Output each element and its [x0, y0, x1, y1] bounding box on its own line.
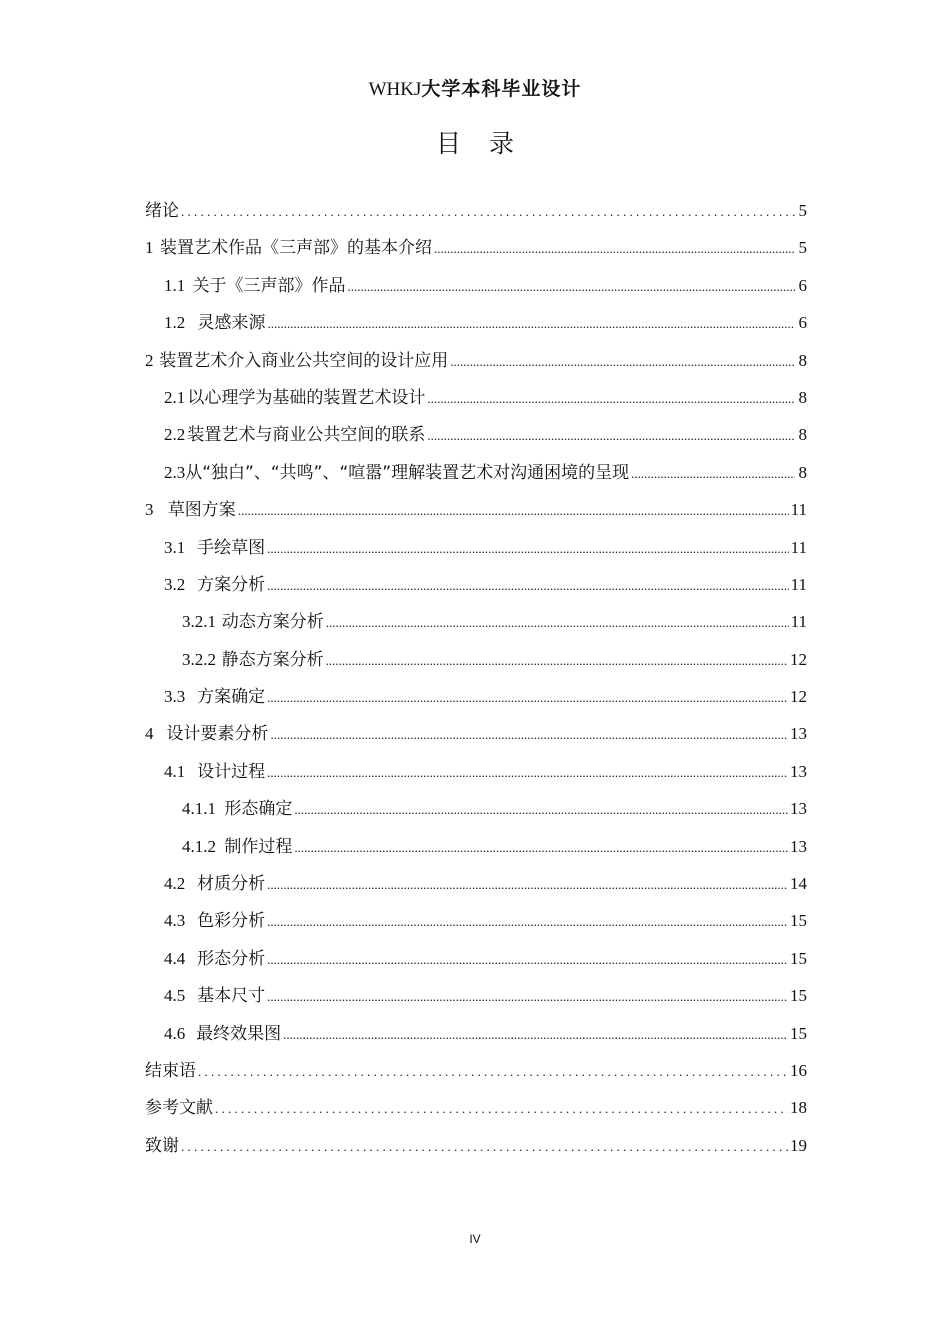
toc-entry-number: 4.1: [164, 761, 186, 781]
page-title: 目录: [435, 129, 542, 158]
toc-entry-number: 4.1.1: [182, 799, 216, 819]
toc-entry-page: 19: [790, 1135, 807, 1155]
toc-entry-number: 1: [145, 238, 154, 258]
toc-entry-page: 8: [798, 462, 807, 482]
toc-entry-title: 形态分析: [197, 948, 266, 969]
toc-entry-title: 方案确定: [197, 687, 266, 708]
toc-dot-leader: [198, 1064, 788, 1080]
toc-entry-page: 16: [790, 1060, 807, 1080]
toc-entry-title: 装置艺术介入商业公共空间的设计应用: [159, 350, 449, 371]
toc-dot-leader: [631, 466, 795, 482]
toc-entry-number: 2.3: [164, 462, 186, 482]
toc-entry[interactable]: [145, 906, 807, 943]
toc-entry-title: 方案分析: [197, 574, 266, 595]
toc-entry[interactable]: [145, 458, 807, 495]
toc-entry-title: 关于《三声部》作品: [192, 275, 346, 296]
toc-dot-leader: [267, 765, 788, 781]
toc-entry-title: 动态方案分析: [221, 612, 324, 633]
toc-dot-leader: [267, 690, 788, 706]
toc-entry[interactable]: [145, 1056, 807, 1093]
toc-entry-page: 8: [798, 387, 807, 407]
toc-dot-leader: [294, 802, 788, 818]
header-text: 大学本科毕业设计: [421, 78, 582, 100]
toc-entry-page: 13: [790, 761, 807, 781]
toc-entry[interactable]: [145, 944, 807, 981]
toc-dot-leader: [181, 1139, 788, 1155]
toc-entry[interactable]: [145, 1019, 807, 1056]
toc-entry-number: 4.5: [164, 986, 186, 1006]
toc-dot-leader: [267, 952, 788, 968]
toc-entry-number: 4.1.2: [182, 836, 216, 856]
toc-entry[interactable]: [145, 645, 807, 682]
toc-entry[interactable]: [145, 570, 807, 607]
toc-dot-leader: [270, 727, 788, 743]
toc-entry[interactable]: [145, 981, 807, 1018]
toc-entry[interactable]: [145, 346, 807, 383]
toc-dot-leader: [267, 914, 788, 930]
toc-entry-page: 12: [790, 649, 807, 669]
toc-entry-number: 4.3: [164, 911, 186, 931]
toc-entry-page: 15: [790, 986, 807, 1006]
toc-entry-page: 8: [798, 425, 807, 445]
toc-dot-leader: [267, 877, 788, 893]
toc-entry[interactable]: [145, 682, 807, 719]
toc-entry[interactable]: [145, 196, 807, 233]
toc-entry[interactable]: [145, 420, 807, 457]
toc-entry-page: 11: [790, 500, 807, 520]
toc-entry-page: 11: [790, 537, 807, 557]
toc-entry-number: 3.2.1: [182, 612, 216, 632]
toc-entry-title: 绪论: [145, 201, 179, 221]
toc-entry-title: 结束语: [145, 1060, 196, 1081]
toc-entry-page: 15: [790, 911, 807, 931]
toc-entry-title: 静态方案分析: [221, 649, 324, 670]
toc-entry[interactable]: [145, 719, 807, 756]
toc-entry-number: 3.2: [164, 574, 186, 594]
toc-entry-title: 致谢: [145, 1135, 179, 1156]
toc-dot-leader: [326, 615, 789, 631]
toc-entry-page: 18: [790, 1098, 807, 1118]
toc-entry-page: 11: [790, 574, 807, 594]
toc-entry-title: 手绘草图: [197, 537, 266, 558]
toc-entry-number: 2.1: [164, 387, 186, 407]
toc-entry-number: 3.2.2: [182, 649, 216, 669]
toc-entry-number: 4.2: [164, 874, 186, 894]
toc-dot-leader: [268, 316, 795, 332]
toc-entry-page: 6: [798, 313, 807, 333]
toc-entry-title: 草图方案: [167, 500, 236, 521]
toc-entry-page: 15: [790, 1023, 807, 1043]
toc-dot-leader: [181, 204, 795, 220]
header-latin: WHKJ: [368, 79, 422, 100]
toc-dot-leader: [347, 279, 795, 295]
toc-entry[interactable]: [145, 869, 807, 906]
toc-entry[interactable]: [145, 757, 807, 794]
toc-dot-leader: [267, 578, 788, 594]
toc-dot-leader: [294, 840, 788, 856]
toc-entry-title: 参考文献: [145, 1098, 213, 1119]
toc-entry[interactable]: [145, 832, 807, 869]
toc-dot-leader: [267, 989, 788, 1005]
toc-dot-leader: [267, 541, 788, 557]
toc-entry-title: 色彩分析: [197, 911, 266, 932]
toc-entry-title: 以心理学为基础的装置艺术设计: [187, 387, 426, 408]
toc-entry[interactable]: [145, 607, 807, 644]
toc-entry[interactable]: [145, 1093, 807, 1130]
toc-entry[interactable]: [145, 495, 807, 532]
toc-entry-title: 材质分析: [197, 874, 266, 895]
toc-entry-page: 13: [790, 724, 807, 744]
toc-entry-number: 4.4: [164, 948, 186, 968]
toc-entry[interactable]: [145, 794, 807, 831]
toc-entry-title: 装置艺术与商业公共空间的联系: [187, 425, 426, 446]
toc-entry-title: 灵感来源: [197, 313, 266, 334]
toc-entry-page: 14: [790, 874, 807, 894]
toc-entry-number: 1.2: [164, 313, 186, 333]
toc-entry-title: 基本尺寸: [197, 986, 266, 1007]
toc-entry[interactable]: [145, 533, 807, 570]
toc-dot-leader: [326, 653, 788, 669]
toc-entry[interactable]: [145, 233, 807, 270]
toc-entry[interactable]: [145, 271, 807, 308]
toc-dot-leader: [450, 354, 795, 370]
toc-entry-title: 设计过程: [197, 761, 266, 782]
toc-entry-page: 13: [790, 836, 807, 856]
toc-dot-leader: [427, 428, 795, 444]
toc-entry-number: 3.3: [164, 687, 186, 707]
page-header: [0, 74, 950, 101]
toc-entry-number: 4.6: [164, 1023, 186, 1043]
toc-entry[interactable]: [145, 1131, 807, 1168]
toc-entry-title: 最终效果图: [196, 1023, 282, 1044]
toc-dot-leader: [238, 503, 789, 519]
toc-entry-title: 从“独白”、“共鸣”、“喧嚣”理解装置艺术对沟通困境的呈现: [185, 462, 630, 483]
table-of-contents: [145, 196, 807, 1168]
toc-entry-title: 装置艺术作品《三声部》的基本介绍: [159, 238, 432, 259]
toc-entry-title: 制作过程: [224, 836, 293, 857]
toc-entry-number: 2: [145, 350, 154, 370]
toc-dot-leader: [427, 391, 795, 407]
toc-dot-leader: [215, 1101, 788, 1117]
toc-dot-leader: [434, 241, 795, 257]
toc-entry-page: 12: [790, 687, 807, 707]
toc-entry-number: 3.1: [164, 537, 186, 557]
toc-dot-leader: [283, 1027, 788, 1043]
toc-entry-number: 4: [145, 724, 154, 744]
toc-entry-page: 5: [798, 238, 807, 258]
toc-entry-title: 形态确定: [224, 799, 293, 820]
toc-entry-number: 2.2: [164, 425, 186, 445]
toc-entry-page: 11: [790, 612, 807, 632]
toc-entry[interactable]: [145, 383, 807, 420]
toc-entry-page: 5: [798, 201, 807, 220]
toc-entry-page: 6: [798, 275, 807, 295]
toc-entry-title: 设计要素分析: [166, 724, 269, 745]
toc-entry-page: 13: [790, 799, 807, 819]
toc-entry-page: 8: [798, 350, 807, 370]
toc-entry-number: 3: [145, 500, 154, 520]
toc-entry-number: 1.1: [164, 275, 186, 295]
toc-entry-page: 15: [790, 948, 807, 968]
toc-entry[interactable]: [145, 308, 807, 345]
page-number: IV: [469, 1232, 481, 1246]
